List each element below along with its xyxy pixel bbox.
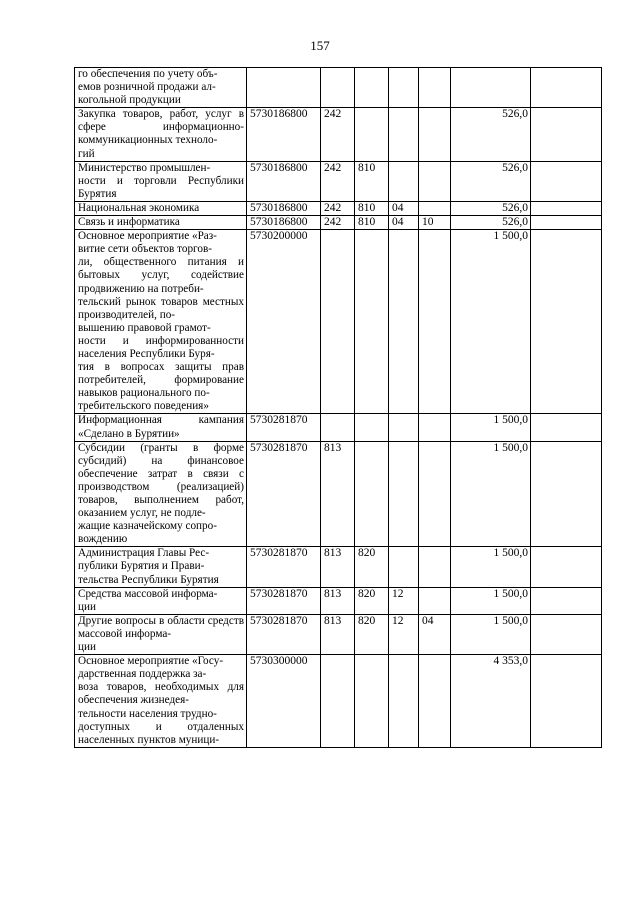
row-administrator: 810 — [355, 216, 389, 230]
row-section — [389, 230, 419, 414]
row-empty-cell — [531, 108, 602, 161]
row-amount: 1 500,0 — [451, 230, 531, 414]
row-name: Администрация Главы Рес- публики Бурятия и Прави- тельства Республики Бурятия — [75, 547, 247, 587]
row-target-article: 5730281870 — [247, 414, 321, 441]
row-empty-cell — [531, 414, 602, 441]
row-administrator — [355, 441, 389, 547]
row-amount — [451, 68, 531, 108]
row-target-article: 5730281870 — [247, 547, 321, 587]
table-row — [75, 108, 602, 161]
row-subsection — [419, 441, 451, 547]
row-empty-cell — [531, 201, 602, 215]
table-row — [75, 161, 602, 201]
row-subsection — [419, 587, 451, 614]
row-expense-type: 813 — [321, 547, 355, 587]
table-row — [75, 441, 602, 547]
row-subsection: 10 — [419, 216, 451, 230]
row-subsection — [419, 108, 451, 161]
row-amount: 4 353,0 — [451, 655, 531, 748]
page-number: 157 — [310, 38, 330, 53]
row-expense-type — [321, 414, 355, 441]
row-empty-cell — [531, 547, 602, 587]
row-expense-type: 242 — [321, 161, 355, 201]
row-name: го обеспечения по учету объ- емов розничной продажи ал- когольной продукции — [75, 68, 247, 108]
row-amount: 526,0 — [451, 108, 531, 161]
row-administrator: 820 — [355, 547, 389, 587]
row-section: 12 — [389, 587, 419, 614]
table-row — [75, 230, 602, 414]
row-empty-cell — [531, 230, 602, 414]
row-amount: 526,0 — [451, 161, 531, 201]
row-expense-type — [321, 68, 355, 108]
table-row — [75, 68, 602, 108]
row-expense-type — [321, 230, 355, 414]
row-expense-type: 813 — [321, 441, 355, 547]
row-amount: 526,0 — [451, 201, 531, 215]
row-administrator: 810 — [355, 161, 389, 201]
row-expense-type — [321, 655, 355, 748]
row-section: 04 — [389, 216, 419, 230]
row-expense-type: 813 — [321, 587, 355, 614]
row-subsection — [419, 414, 451, 441]
row-target-article: 5730300000 — [247, 655, 321, 748]
row-name: Информационная кампания «Сделано в Бурятии» — [75, 414, 247, 441]
row-section — [389, 414, 419, 441]
row-name: Основное мероприятие «Госу- дарственная поддержка за- воза товаров, необходимых для обеспечения жизнедея- тельности населения трудно- доступных и отдаленных населенных пунктов муници- — [75, 655, 247, 748]
table-row — [75, 216, 602, 230]
row-empty-cell — [531, 614, 602, 654]
row-expense-type: 242 — [321, 201, 355, 215]
row-name: Средства массовой информа- ции — [75, 587, 247, 614]
row-administrator — [355, 414, 389, 441]
row-subsection — [419, 161, 451, 201]
row-name: Основное мероприятие «Раз- витие сети объектов торгов- ли, общественного питания и бытовых услуг, содействие продвижению на потреби- тельский рынок товаров местных производителей, по- вышению правовой грамот- ности и информированности населения Республики Буря- тия в вопросах защиты прав потребителей, формирование навыков рационального по- требительского поведения» — [75, 230, 247, 414]
budget-table — [74, 67, 602, 748]
row-target-article — [247, 68, 321, 108]
row-administrator — [355, 68, 389, 108]
row-subsection — [419, 230, 451, 414]
row-subsection — [419, 547, 451, 587]
row-administrator — [355, 108, 389, 161]
table-row — [75, 587, 602, 614]
row-target-article: 5730186800 — [247, 161, 321, 201]
row-name: Субсидии (гранты в форме субсидий) на финансовое обеспечение затрат в связи с производством (реализацией) товаров, выполнением работ, оказанием услуг, не подле- жащие казначейскому сопро- вождению — [75, 441, 247, 547]
table-row — [75, 655, 602, 748]
row-section: 12 — [389, 614, 419, 654]
table-row — [75, 414, 602, 441]
row-name: Связь и информатика — [75, 216, 247, 230]
row-name: Другие вопросы в области средств массовой информа- ции — [75, 614, 247, 654]
row-expense-type: 813 — [321, 614, 355, 654]
row-expense-type: 242 — [321, 216, 355, 230]
row-amount: 1 500,0 — [451, 587, 531, 614]
row-empty-cell — [531, 655, 602, 748]
table-row — [75, 547, 602, 587]
row-empty-cell — [531, 68, 602, 108]
row-subsection — [419, 68, 451, 108]
row-target-article: 5730281870 — [247, 587, 321, 614]
row-administrator — [355, 655, 389, 748]
row-amount: 1 500,0 — [451, 441, 531, 547]
row-name: Закупка товаров, работ, услуг в сфере информационно-коммуникационных техноло- гий — [75, 108, 247, 161]
row-section — [389, 108, 419, 161]
row-section — [389, 547, 419, 587]
row-subsection: 04 — [419, 614, 451, 654]
row-section — [389, 655, 419, 748]
row-target-article: 5730186800 — [247, 201, 321, 215]
row-amount: 1 500,0 — [451, 614, 531, 654]
row-section — [389, 68, 419, 108]
row-empty-cell — [531, 161, 602, 201]
table-row — [75, 614, 602, 654]
row-target-article: 5730186800 — [247, 108, 321, 161]
row-empty-cell — [531, 587, 602, 614]
row-name: Министерство промышлен- ности и торговли Республики Бурятия — [75, 161, 247, 201]
row-expense-type: 242 — [321, 108, 355, 161]
row-empty-cell — [531, 216, 602, 230]
table-row — [75, 201, 602, 215]
row-empty-cell — [531, 441, 602, 547]
row-target-article: 5730186800 — [247, 216, 321, 230]
row-target-article: 5730281870 — [247, 614, 321, 654]
row-amount: 1 500,0 — [451, 547, 531, 587]
row-administrator: 820 — [355, 614, 389, 654]
row-administrator: 820 — [355, 587, 389, 614]
row-name: Национальная экономика — [75, 201, 247, 215]
row-administrator — [355, 230, 389, 414]
row-amount: 1 500,0 — [451, 414, 531, 441]
row-target-article: 5730200000 — [247, 230, 321, 414]
row-section — [389, 161, 419, 201]
row-amount: 526,0 — [451, 216, 531, 230]
budget-table-body — [75, 68, 602, 748]
row-subsection — [419, 201, 451, 215]
row-subsection — [419, 655, 451, 748]
row-section — [389, 441, 419, 547]
row-administrator: 810 — [355, 201, 389, 215]
row-target-article: 5730281870 — [247, 441, 321, 547]
row-section: 04 — [389, 201, 419, 215]
